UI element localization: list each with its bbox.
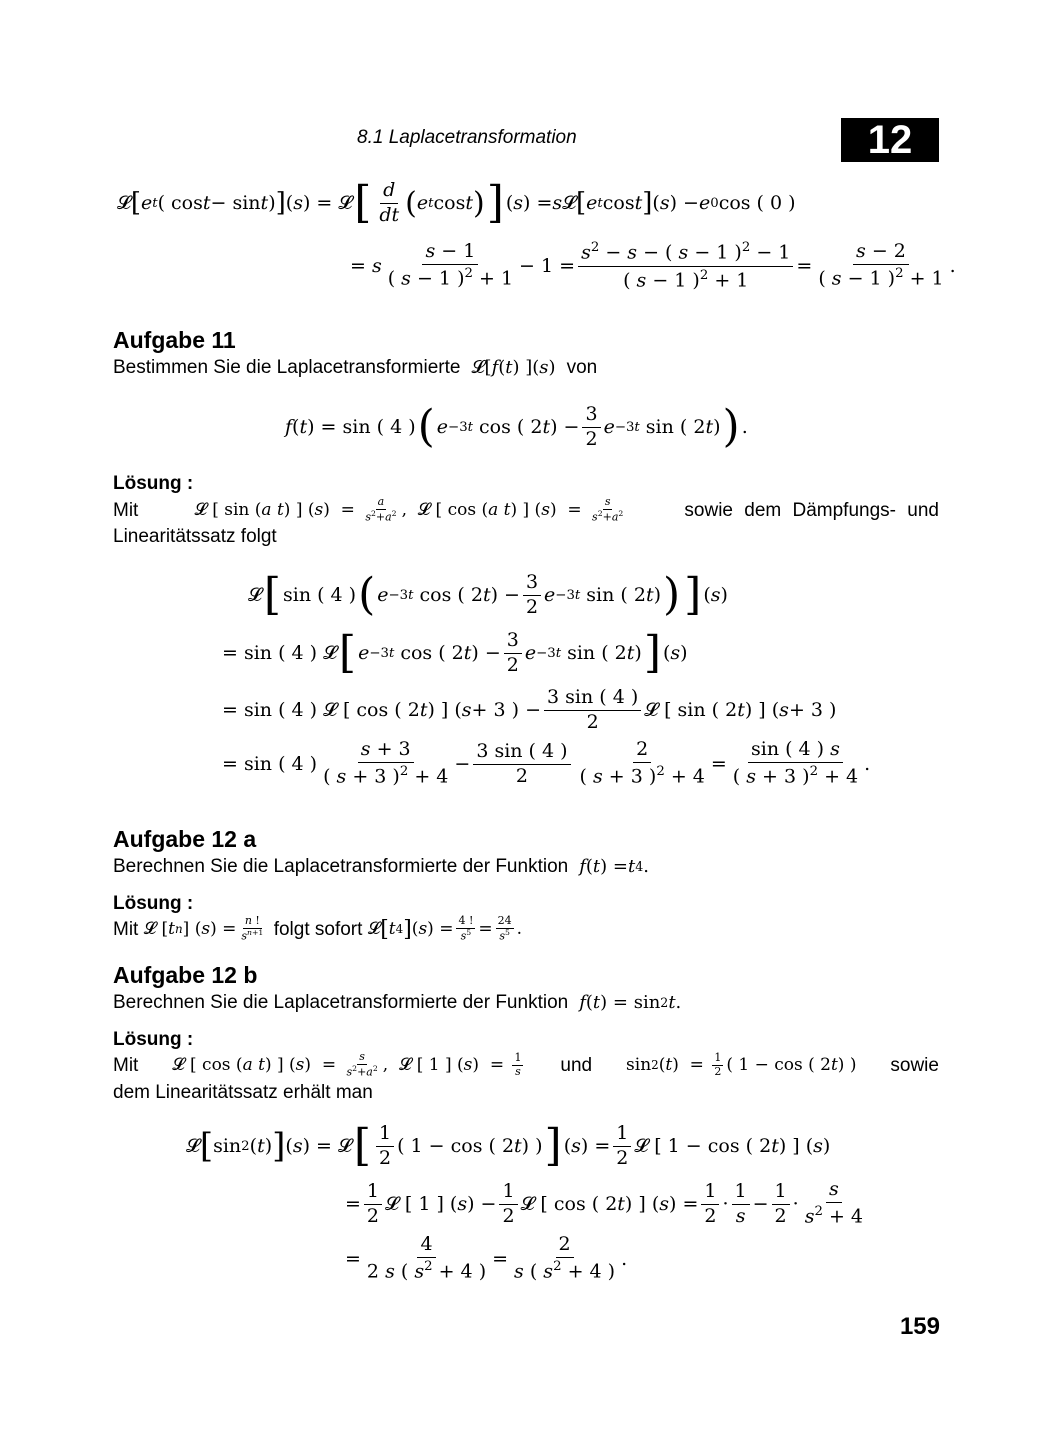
aufgabe-12a-mit: Mit — [113, 918, 139, 940]
aufgabe-11-mid-text: sowie dem Dämpfungs- und — [684, 499, 939, 521]
aufgabe-12b-heading: Aufgabe 12 b — [113, 962, 258, 988]
aufgabe-12a-heading: Aufgabe 12 a — [113, 826, 257, 852]
aufgabe-11-heading: Aufgabe 11 — [113, 327, 236, 353]
aufgabe-12b-sowie: sowie — [890, 1054, 939, 1076]
chapter-number-badge: 12 — [841, 118, 939, 162]
aufgabe-12b-prompt-text: Berechnen Sie die Laplacetransformierte der Funktion — [113, 992, 569, 1013]
running-head: 8.1 Laplacetransformation — [357, 127, 577, 148]
aufgabe-11-prompt: Bestimmen Sie die Laplacetransformierte 𝓛[ f ( t ) ]( s ) von — [113, 357, 598, 379]
aufgabe-12a-solution: Mit 𝓛 [ t n ] ( s ) = $\frac{n !}{s^{n+1}}$ folgt sofort 𝓛 [ t 4 ] ( s ) = $\frac{4 !}{s^5}$ = $\frac{24}{s^5}$ . — [113, 914, 523, 943]
aufgabe-11-derivation-line1: 𝓛 [ sin ( 4 ) ( e −3t cos ( 2 t ) − $\frac{3}{2}$ e −3t sin ( 2 t ) ) ] ( s ) — [248, 569, 728, 620]
aufgabe-12a-folgt: folgt sofort — [273, 918, 363, 940]
equation-top-line1: 𝓛 [ e t ( cos t − sin t ) ] ( s ) = 𝓛 [ $\frac{d}{dt}$ ( e t cos t ) ] ( s ) = s 𝓛 [ e t cos t ] ( s ) − e 0 cos ( 0 ) — [117, 177, 796, 228]
aufgabe-12b-und: und — [560, 1054, 593, 1076]
aufgabe-12b-solution-line2: dem Linearitätssatz erhält man — [113, 1082, 373, 1103]
aufgabe-11-function: f ( t ) = sin ( 4 ) ( e −3t cos ( 2 t ) − $\frac{3}{2}$ e −3t sin ( 2 t ) ) . — [285, 401, 748, 452]
aufgabe-11-derivation-line4: = sin ( 4 ) $\frac{s + 3}{( s + 3 )^2 + 4}$ − $\frac{3 \sin ( 4 )}{2}$ $\frac{2}{( s + 3 )^2 + 4}$ = $\frac{\sin ( 4 ) s}{( s + 3 )^2 + 4}$ . — [222, 738, 871, 788]
equation-top-line2: = s $\frac{s - 1}{( s - 1 )^2 + 1}$ − 1 = $\frac{s^2 - s - ( s - 1 )^2 - 1}{( s - 1 )^2 + 1}$ = $\frac{s - 2}{( s - 1 )^2 + 1}$ . — [350, 240, 956, 291]
aufgabe-11-prompt-end: von — [566, 357, 598, 378]
aufgabe-11-intro-line2: Linearitätssatz folgt — [113, 526, 277, 547]
aufgabe-12a-loesung-label: Lösung : — [113, 893, 194, 914]
aufgabe-12b-solution: Mit 𝓛 [ cos ( a t ) ] ( s ) = $\frac{s}{s^2+a^2}$ , 𝓛 [ 1 ] ( s ) = $\frac{1}{s}$ und sin 2 ( t ) = $\frac{1}{2}$ ( 1 − cos ( 2 t ) ) sowie — [113, 1050, 939, 1079]
aufgabe-12b-prompt: Berechnen Sie die Laplacetransformierte der Funktion f ( t ) = sin 2 t . — [113, 992, 682, 1014]
aufgabe-12a-prompt-text: Berechnen Sie die Laplacetransformierte der Funktion — [113, 856, 569, 877]
aufgabe-12a-prompt: Berechnen Sie die Laplacetransformierte der Funktion f ( t ) = t 4 . — [113, 856, 649, 878]
aufgabe-12b-mit: Mit — [113, 1054, 139, 1076]
aufgabe-12b-derivation-line2: = $\frac{1}{2}$ 𝓛 [ 1 ] ( s ) − $\frac{1}{2}$ 𝓛 [ cos ( 2 t ) ] ( s ) = $\frac{1}{2}$ · $\frac{1}{s}$ − $\frac{1}{2}$ · $\frac{s}{s^2 + 4}$ — [345, 1178, 864, 1228]
aufgabe-11-mit: Mit — [113, 499, 139, 521]
aufgabe-11-loesung-label: Lösung : — [113, 473, 194, 494]
aufgabe-11-derivation-line3: = sin ( 4 ) 𝓛 [ cos ( 2 t ) ] ( s + 3 ) − $\frac{3 \sin ( 4 )}{2}$ 𝓛 [ sin ( 2 t ) ] ( s + 3 ) — [222, 685, 837, 733]
page-number: 159 — [899, 1313, 940, 1340]
aufgabe-11-derivation-line2: = sin ( 4 ) 𝓛 [ e −3t cos ( 2 t ) − $\frac{3}{2}$ e −3t sin ( 2 t ) ] ( s ) — [222, 627, 688, 678]
aufgabe-12b-derivation-line3: = $\frac{4}{2 s ( s^2 + 4 )}$ = $\frac{2}{s ( s^2 + 4 )}$ . — [345, 1233, 628, 1283]
aufgabe-12b-loesung-label: Lösung : — [113, 1029, 194, 1050]
aufgabe-11-solution-intro: Mit 𝓛 [ sin ( a t ) ] ( s ) = $\frac{a}{s^2+a^2}$ , 𝓛 [ cos ( a t ) ] ( s ) = $\frac{s}{s^2+a^2}$ sowie dem Dämpfungs- und — [113, 495, 939, 524]
aufgabe-12b-derivation-line1: 𝓛 [ sin 2 ( t ) ] ( s ) = 𝓛 [ $\frac{1}{2}$ ( 1 − cos ( 2 t ) ) ] ( s ) = $\frac{1}{2}$ 𝓛 [ 1 − cos ( 2 t ) ] ( s ) — [186, 1120, 831, 1171]
aufgabe-11-prompt-text: Bestimmen Sie die Laplacetransformierte — [113, 357, 461, 378]
